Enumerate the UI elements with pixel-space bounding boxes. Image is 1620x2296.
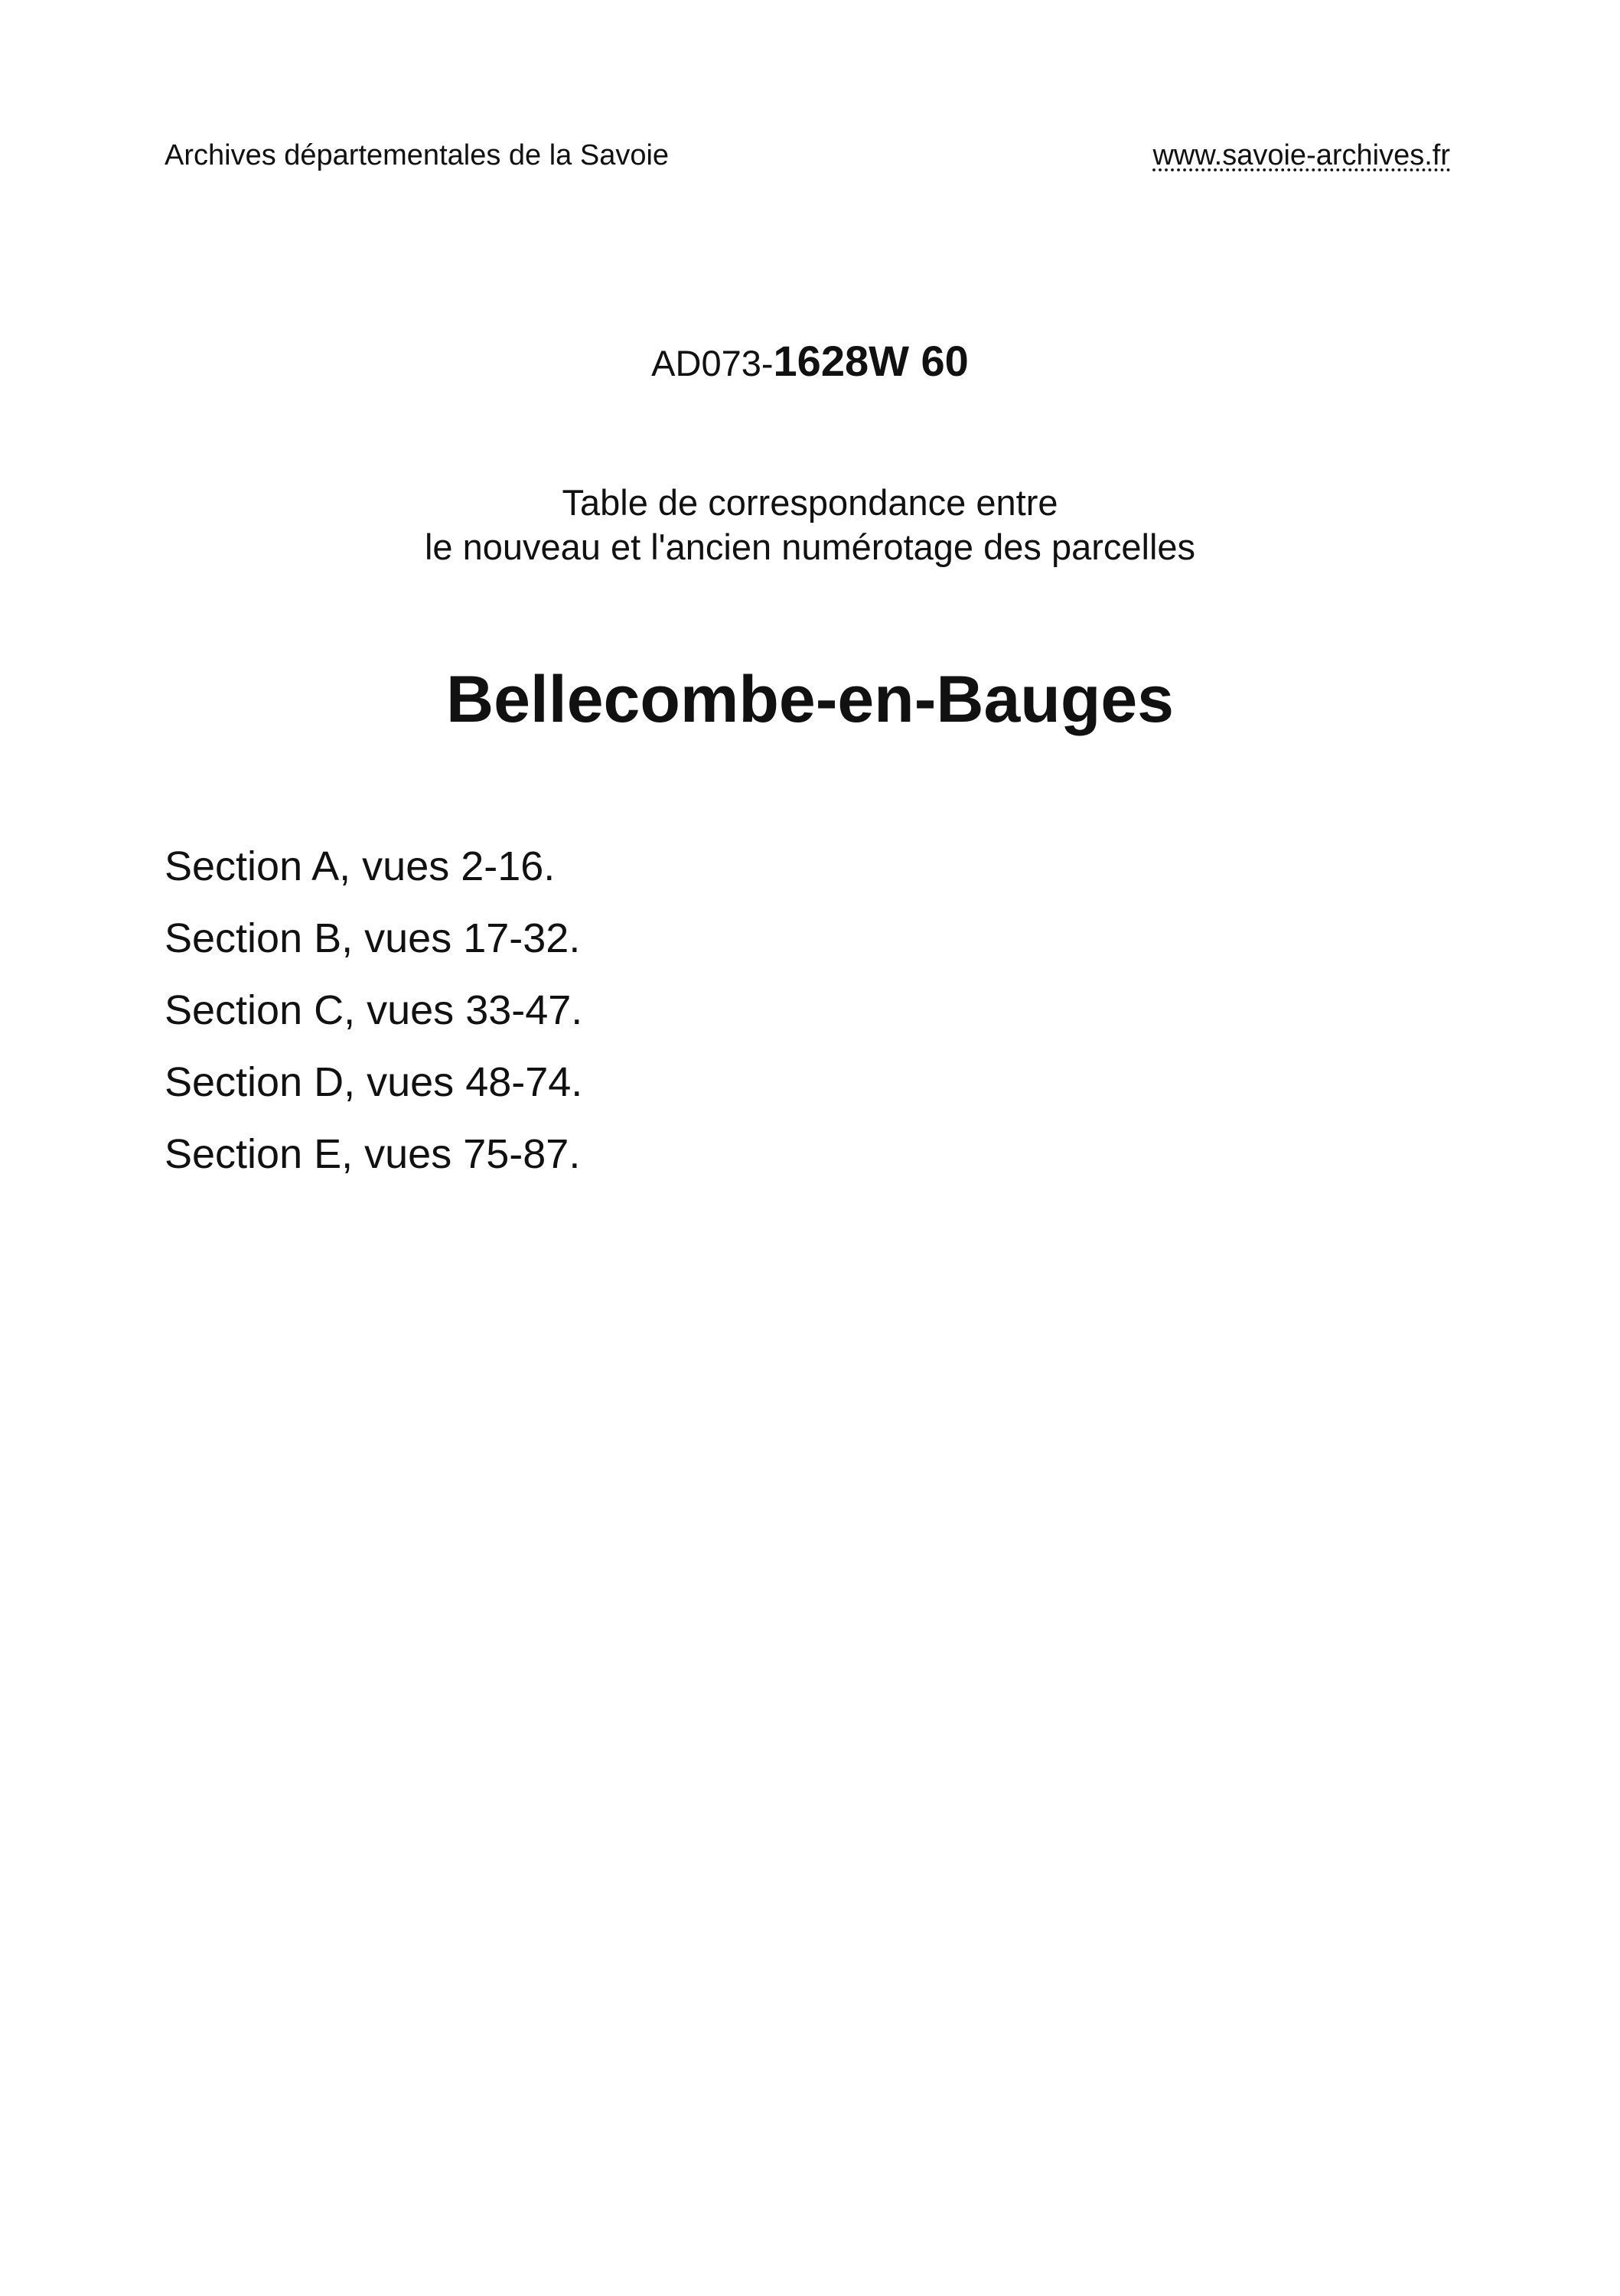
section-item-b: Section B, vues 17-32.: [165, 915, 581, 961]
commune-title: Bellecombe-en-Bauges: [445, 663, 1175, 736]
section-item-d: Section D, vues 48-74.: [165, 1059, 583, 1105]
section-item-c: Section C, vues 33-47.: [165, 987, 583, 1033]
section-item-e: Section E, vues 75-87.: [165, 1131, 581, 1177]
document-reference: [0, 334, 1620, 400]
reference-number: 1628W 60: [773, 337, 969, 385]
subtitle-line-2: le nouveau et l'ancien numérotage des parcelles: [424, 527, 1196, 567]
sections-list: [165, 830, 582, 1190]
institution-name: Archives départementales de la Savoie: [165, 139, 670, 171]
website-link[interactable]: www.savoie-archives.fr: [1152, 139, 1450, 171]
document-subtitle: [0, 481, 1620, 569]
reference-prefix: AD073-: [651, 343, 774, 383]
subtitle-line-1: Table de correspondance entre: [562, 482, 1058, 523]
section-item-a: Section A, vues 2-16.: [165, 843, 556, 889]
